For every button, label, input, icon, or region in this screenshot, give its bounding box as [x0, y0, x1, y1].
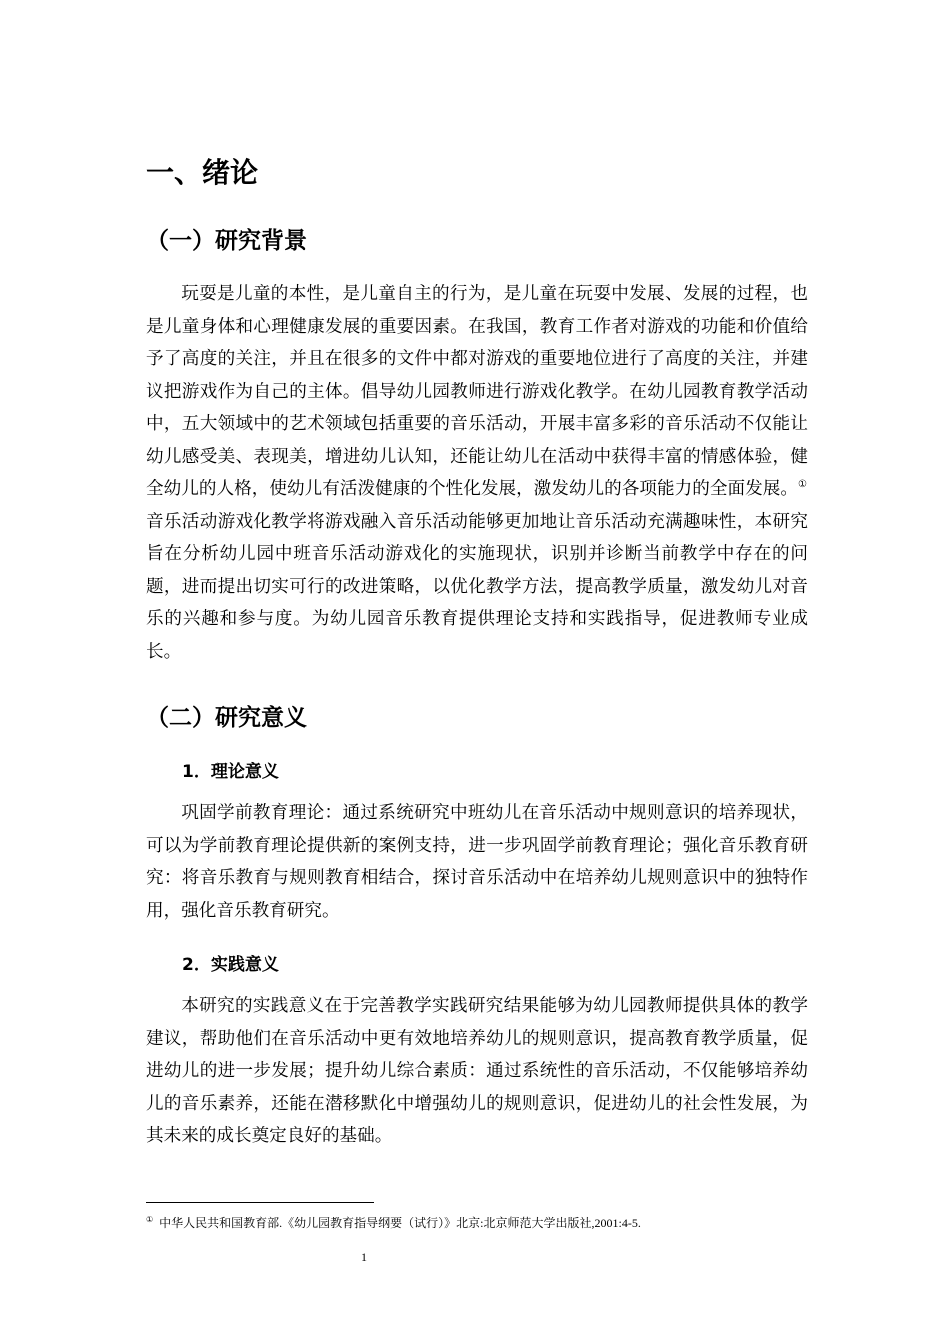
theoretical-paragraph: 巩固学前教育理论：通过系统研究中班幼儿在音乐活动中规则意识的培养现状，可以为学前教育理论提供新的案例支持，进一步巩固学前教育理论；强化音乐教育研究：将音乐教育与规则教育相结合，探讨音乐活动中在培养幼儿规则意识中的独特作用，强化音乐教育研究。: [146, 803, 808, 921]
background-text-part2: 音乐活动游戏化教学将游戏融入音乐活动能够更加地让音乐活动充满趣味性，本研究旨在分析幼儿园中班音乐活动游戏化的实施现状，识别并诊断当前教学中存在的问题，进而提出切实可行的改进策略，以优化教学方法，提高教学质量，激发幼儿对音乐的兴趣和参与度。为幼儿园音乐教育提供理论支持和实践指导，促进教师专业成长。: [146, 511, 808, 662]
footnote-text: 中华人民共和国教育部.《幼儿园教育指导纲要（试行）》北京:北京师范大学出版社,2001:4-5.: [159, 1216, 641, 1230]
chapter-heading: 一、绪论: [146, 156, 259, 189]
subheading-theoretical: 1．理论意义: [182, 762, 279, 782]
practical-paragraph: 本研究的实践意义在于完善教学实践研究结果能够为幼儿园教师提供具体的教学建议，帮助他们在音乐活动中更有效地培养幼儿的规则意识，提高教育教学质量，促进幼儿的进一步发展；提升幼儿综合素质：通过系统性的音乐活动，不仅能够培养幼儿的音乐素养，还能在潜移默化中增强幼儿的规则意识，促进幼儿的社会性发展，为其未来的成长奠定良好的基础。: [146, 996, 808, 1146]
section-heading-background: （一）研究背景: [146, 228, 307, 254]
footnote: [146, 1211, 641, 1232]
footnote-separator: [146, 1202, 374, 1203]
page-number: 1: [361, 1250, 367, 1264]
footnote-reference[interactable]: ①: [798, 479, 807, 491]
background-text-part1: 玩耍是儿童的本性，是儿童自主的行为，是儿童在玩耍中发展、发展的过程，也是儿童身体和心理健康发展的重要因素。在我国，教育工作者对游戏的功能和价值给予了高度的关注，并且在很多的文件中都对游戏的重要地位进行了高度的关注，并建议把游戏作为自己的主体。倡导幼儿园教师进行游戏化教学。在幼儿园教育教学活动中，五大领域中的艺术领域包括重要的音乐活动，开展丰富多彩的音乐活动不仅能让幼儿感受美、表现美，增进幼儿认知，还能让幼儿在活动中获得丰富的情感体验，健全幼儿的人格，使幼儿有活泼健康的个性化发展，激发幼儿的各项能力的全面发展。: [146, 284, 808, 499]
footnote-mark: ①: [146, 1215, 154, 1224]
subheading-practical: 2．实践意义: [182, 955, 279, 975]
background-paragraph: [146, 278, 808, 668]
section-heading-significance: （二）研究意义: [146, 705, 307, 731]
